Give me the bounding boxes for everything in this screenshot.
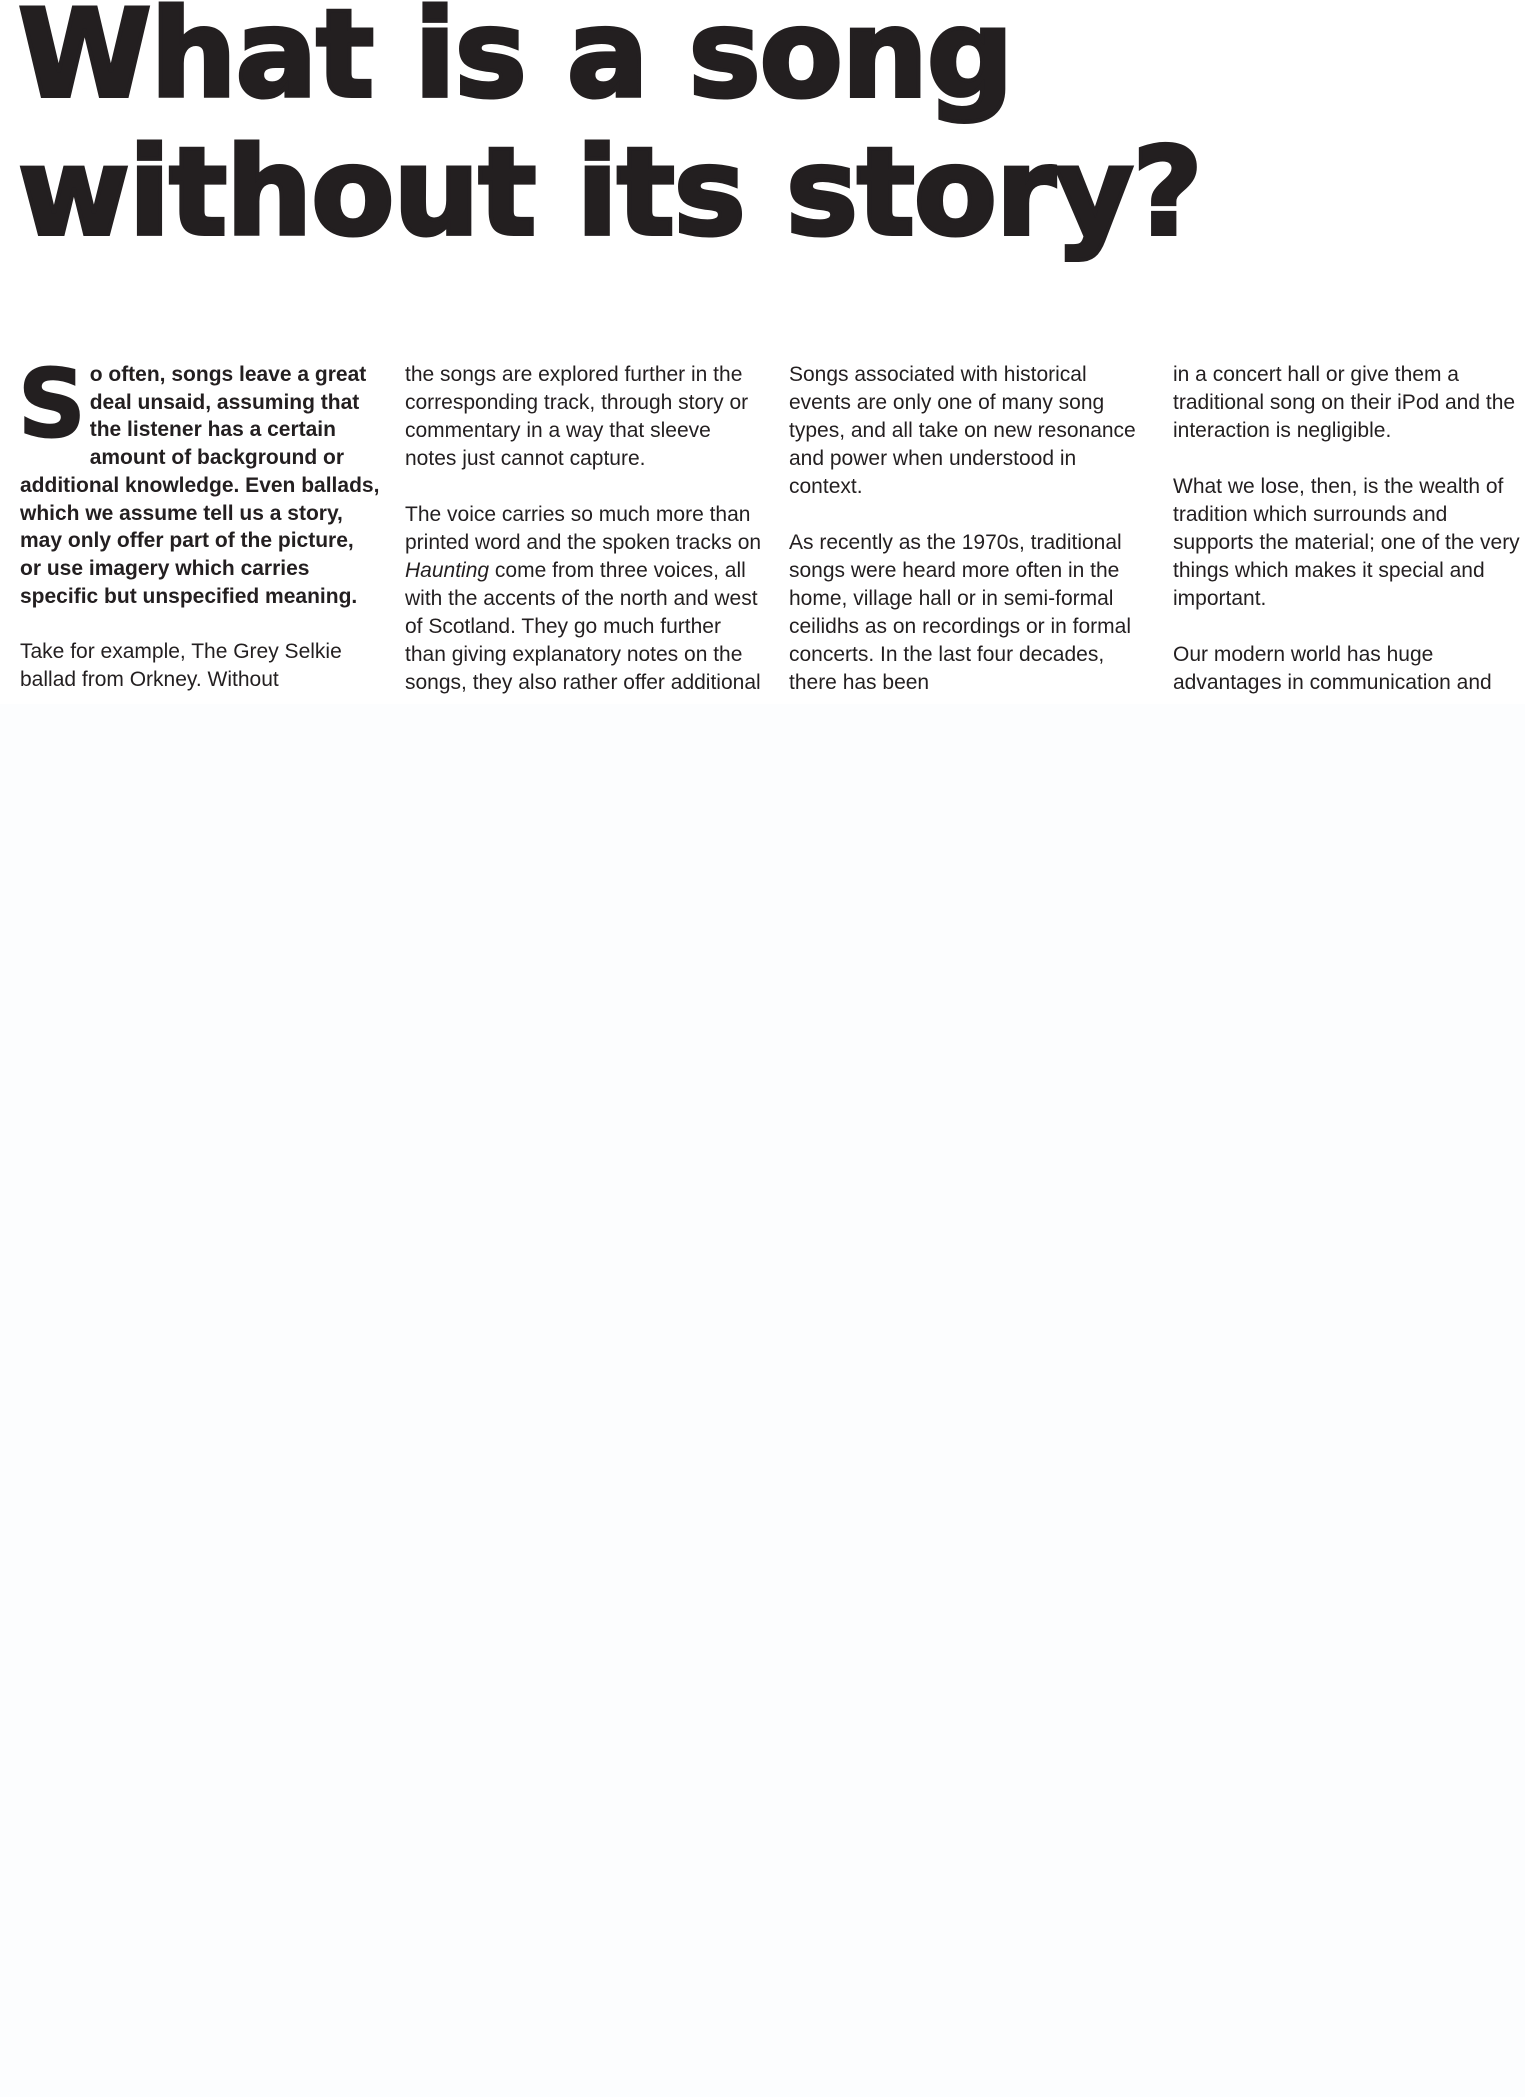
headline-line-2: without its story? xyxy=(18,122,1202,263)
column-1-paragraph-2: Take for example, The Grey Selkie ballad from Orkney. Without xyxy=(20,640,342,692)
headline-line-1: What is a song xyxy=(18,0,1013,125)
blank-lower-area xyxy=(0,704,1525,2097)
article-column-4 xyxy=(1173,361,1525,697)
column-2-paragraph-1: the songs are explored further in the corresponding track, through story or commentary in a way that sleeve notes just cannot capture. xyxy=(405,363,749,470)
column-3-paragraph-1: Songs associated with historical events are only one of many song types, and all take on new resonance and power when understood in context. xyxy=(789,363,1136,498)
column-2-paragraph-2-end: come from three voices, all with the accents of the north and west of Scotland. They go much further than giving explanatory notes on the songs, they also rather offer additional xyxy=(405,559,761,694)
lead-paragraph xyxy=(18,350,380,610)
column-4-paragraph-3: Our modern world has huge advantages in communication and xyxy=(1173,643,1492,694)
column-4-paragraph-2: What we lose, then, is the wealth of tradition which surrounds and supports the material; one of the very things which makes it special and important. xyxy=(1173,475,1520,610)
article-column-3 xyxy=(789,361,1149,697)
article-column-2 xyxy=(405,361,765,697)
column-2-paragraph-2-start: The voice carries so much more than printed word and the spoken tracks on xyxy=(405,503,762,554)
lead-text: o often, songs leave a great deal unsaid, assuming that the listener has a certain amount of background or additional knowledge. Even ballads, which we assume tell us a story, may only offer part of the picture, or use imagery which carries specific but unspecified meaning. xyxy=(20,363,380,608)
drop-cap: S xyxy=(18,350,86,459)
column-4-paragraph-1: in a concert hall or give them a traditional song on their iPod and the interaction is negligible. xyxy=(1173,363,1516,442)
column-2-paragraph-2 xyxy=(405,501,765,697)
article-headline xyxy=(18,0,1218,262)
column-3-paragraph-2: As recently as the 1970s, traditional songs were heard more often in the home, village hall or in semi-formal ceilidhs as on recordings or in formal concerts. In the last four decades, there has been xyxy=(789,531,1131,694)
article-column-1 xyxy=(18,350,380,694)
album-title-haunting: Haunting xyxy=(405,559,490,582)
